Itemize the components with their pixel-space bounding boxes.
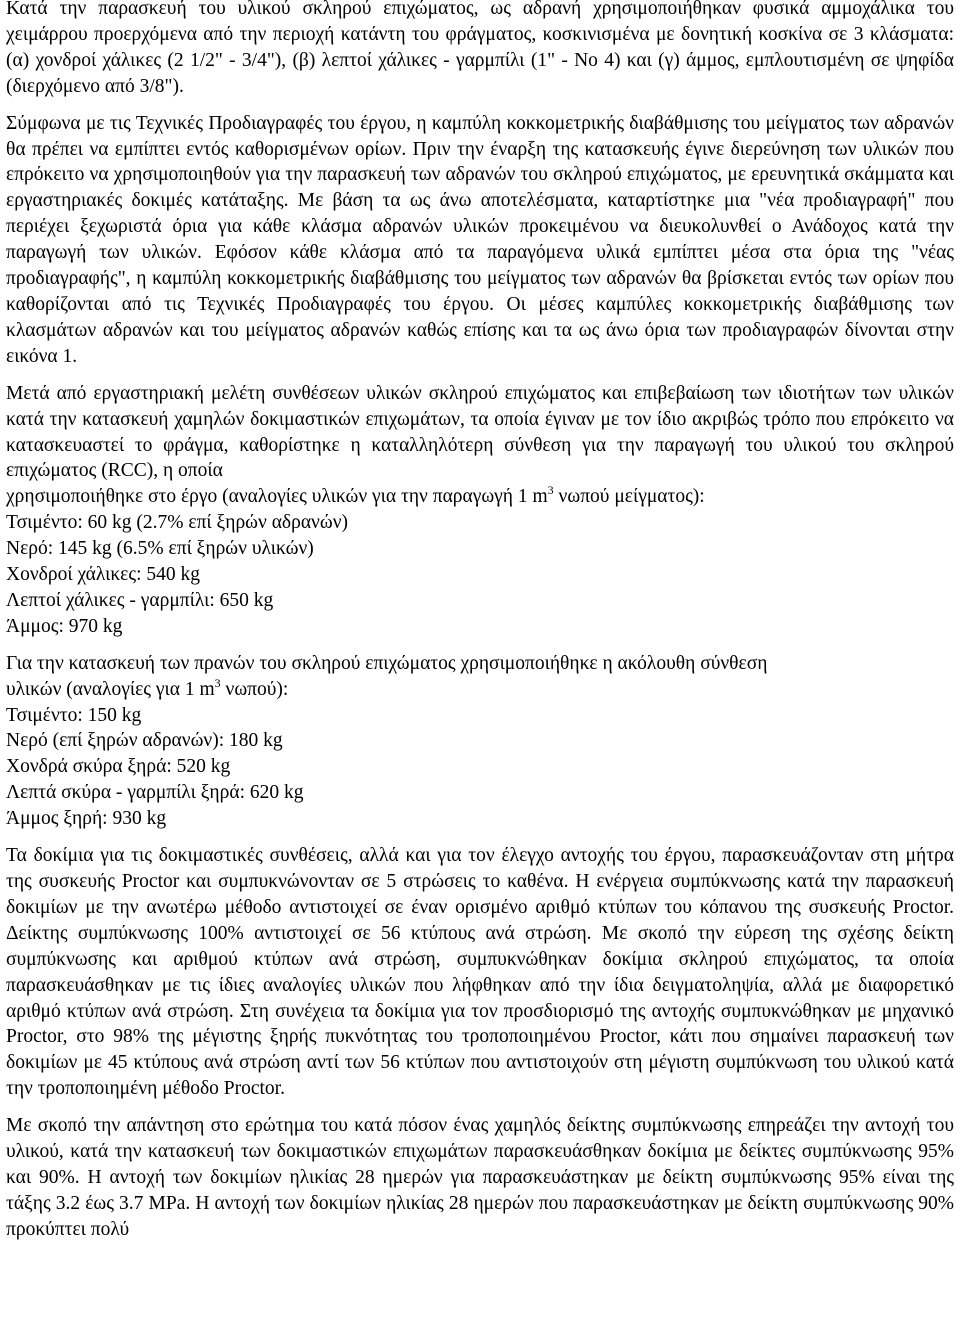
rcc-composition-last-line-text: χρησιμοποιήθηκε στο έργο (αναλογίες υλικών για την παραγωγή 1 m bbox=[6, 486, 548, 508]
rcc-mix-list bbox=[6, 510, 954, 640]
rcc-composition-last-line bbox=[6, 484, 954, 510]
mix-item-fine-gravel: Λεπτοί χάλικες - γαρμπίλι: 650 kg bbox=[6, 589, 274, 611]
rcc-composition-last-line-end: νωπού μείγματος): bbox=[553, 486, 705, 508]
slope-mix-item-cement: Τσιμέντο: 150 kg bbox=[6, 704, 142, 726]
paragraph-gap bbox=[6, 640, 954, 651]
paragraph-gap bbox=[6, 832, 954, 843]
paragraph-rcc-composition bbox=[6, 381, 954, 511]
paragraph-gap bbox=[6, 1102, 954, 1113]
slope-mix-item-water: Νερό (επί ξηρών αδρανών): 180 kg bbox=[6, 730, 283, 752]
paragraph-gap bbox=[6, 370, 954, 381]
slope-mix-item-sand: Άμμος ξηρή: 930 kg bbox=[6, 808, 167, 830]
mix-item-water: Νερό: 145 kg (6.5% επί ξηρών υλικών) bbox=[6, 538, 314, 560]
superscript-cubed: 3 bbox=[547, 483, 554, 498]
slope-mix-item-coarse: Χονδρά σκύρα ξηρά: 520 kg bbox=[6, 756, 231, 778]
paragraph-specifications: Σύμφωνα με τις Τεχνικές Προδιαγραφές του έργου, η καμπύλη κοκκομετρικής διαβάθμισης του μείγματος των αδρανών θα πρέπει να εμπίπτει εντός καθορισμένων ορίων. Πριν την έναρξη της κατασκευής έγινε διερεύνηση των υλικών που επρόκειτο να χρησιμοποιηθούν για την παρασκευή των αδρανών του σκληρού επιχώματος, με ερευνητικά σκάμματα και εργαστηριακές δοκιμές κατάταξης. Με βάση τα ως άνω αποτελέσματα, καταρτίστηκε μια "νέα προδιαγραφή" που περιέχει ξεχωριστά όρια για κάθε κλάσμα αδρανών υλικών προκειμένου να διευκολυνθεί ο Ανάδοχος κατά την παραγωγή των υλικών. Εφόσον κάθε κλάσμα από τα παραγόμενα υλικά εμπίπτει μέσα στα όρια της "νέας προδιαγραφής", η καμπύλη κοκκομετρικής διαβάθμισης του μείγματος των αδρανών θα βρίσκεται εντός των ορίων που καθορίζονται από τις Τεχνικές Προδιαγραφές του έργου. Οι μέσες καμπύλες κοκκομετρικής διαβάθμισης των κλασμάτων αδρανών και του μείγματος αδρανών καθώς επίσης και τα ως άνω όρια των προδιαγραφών δίνονται στην εικόνα 1. bbox=[6, 112, 954, 367]
rcc-composition-text: Μετά από εργαστηριακή μελέτη συνθέσεων υλικών σκληρού επιχώματος και επιβεβαίωση των ιδιοτήτων των υλικών κατά την κατασκευή χαμηλών δοκιμαστικών επιχωμάτων, τα οποία έγιναν με τον ίδιο ακριβώς τρόπο που επρόκειτο να κατασκευαστεί το φράγμα, καθορίστηκε η καταλληλότερη σύνθεση για την παραγωγή του υλικού του σκληρού επιχώματος (RCC), η οποία bbox=[6, 382, 954, 482]
slope-composition-line-1: Για την κατασκευή των πρανών του σκληρού επιχώματος χρησιμοποιήθηκε η ακόλουθη σύνθεση bbox=[6, 652, 768, 674]
paragraph-gap bbox=[6, 100, 954, 111]
mix-item-sand: Άμμος: 970 kg bbox=[6, 615, 123, 637]
paragraph-compaction-strength: Με σκοπό την απάντηση στο ερώτημα του κατά πόσον ένας χαμηλός δείκτης συμπύκνωσης επηρεάζει την αντοχή του υλικού, κατά την κατασκευή των δοκιμαστικών επιχωμάτων παρασκευάσθηκαν δοκίμια με δείκτες συμπύκνωσης 95% και 90%. Η αντοχή των δοκιμίων ηλικίας 28 ημερών για παρασκευάστηκαν με δείκτη συμπύκνωσης 95% είναι της τάξης 3.2 έως 3.7 MPa. Η αντοχή των δοκιμίων ηλικίας 28 ημερών που παρασκευάστηκαν με δείκτη συμπύκνωσης 90% προκύπτει πολύ bbox=[6, 1115, 954, 1240]
paragraph-proctor-specimens: Τα δοκίμια για τις δοκιμαστικές συνθέσεις, αλλά και για τον έλεγχο αντοχής του έργου, παρασκευάζονταν στη μήτρα της συσκευής Proctor και συμπυκνώνονταν σε 5 στρώσεις το καθένα. Η ενέργεια συμπύκνωσης κατά την παρασκευή δοκιμίων με την ανωτέρω μέθοδο αντιστοιχεί σε έναν ορισμένο αριθμό κτύπων του κόπανου της συσκευής Proctor. Δείκτης συμπύκνωσης 100% αντιστοιχεί σε 56 κτύπους ανά στρώση. Με σκοπό την εύρεση της σχέσης δείκτη συμπύκνωσης και αριθμού κτύπων ανά στρώση, συμπυκνώθηκαν δοκίμια σκληρού επιχώματος, τα οποία παρασκευάσθηκαν με τις ίδιες αναλογίες υλικών που λήφθηκαν από την ίδια δειγματοληψία, αλλά με διαφορετικό αριθμό κτύπων ανά στρώση. Στη συνέχεια τα δοκίμια για τον προσδιορισμό της αντοχής συμπυκνώθηκαν με μηχανικό Proctor, στο 98% της μέγιστης ξηρής πυκνότητας του τροποποιημένου Proctor, κάτι που σημαίνει παρασκευή των δοκιμίων με 45 κτύπους ανά στρώση αντί των 56 κτύπων που αντιστοιχούν στη μέγιστη συμπύκνωση του υλικού κατά την τροποποιημένη μέθοδο Proctor. bbox=[6, 845, 954, 1100]
slope-mix-list bbox=[6, 703, 954, 833]
slope-composition-line-2 bbox=[6, 677, 954, 703]
mix-item-cement: Τσιμέντο: 60 kg (2.7% επί ξηρών αδρανών) bbox=[6, 512, 349, 534]
paragraph-aggregates: Κατά την παρασκευή του υλικού σκληρού επιχώματος, ως αδρανή χρησιμοποιήθηκαν φυσικά αμμοχάλικα του χειμάρρου προερχόμενα από την περιοχή κατάντη του φράγματος, κοσκινισμένα με δονητική κοσκίνα σε 3 κλάσματα: (α) χονδροί χάλικες (2 1/2" - 3/4"), (β) λεπτοί χάλικες - γαρμπίλι (1" - No 4) και (γ) άμμος, εμπλουτισμένη σε ψηφίδα (διερχόμενο από 3/8"). bbox=[6, 0, 954, 97]
slope-composition-line-2-text: υλικών (αναλογίες για 1 m bbox=[6, 678, 215, 700]
paragraph-slope-composition bbox=[6, 651, 954, 703]
mix-item-coarse-gravel: Χονδροί χάλικες: 540 kg bbox=[6, 564, 201, 586]
superscript-cubed: 3 bbox=[214, 675, 221, 690]
slope-mix-item-fine: Λεπτά σκύρα - γαρμπίλι ξηρά: 620 kg bbox=[6, 782, 304, 804]
slope-composition-line-2-end: νωπού): bbox=[220, 678, 289, 700]
